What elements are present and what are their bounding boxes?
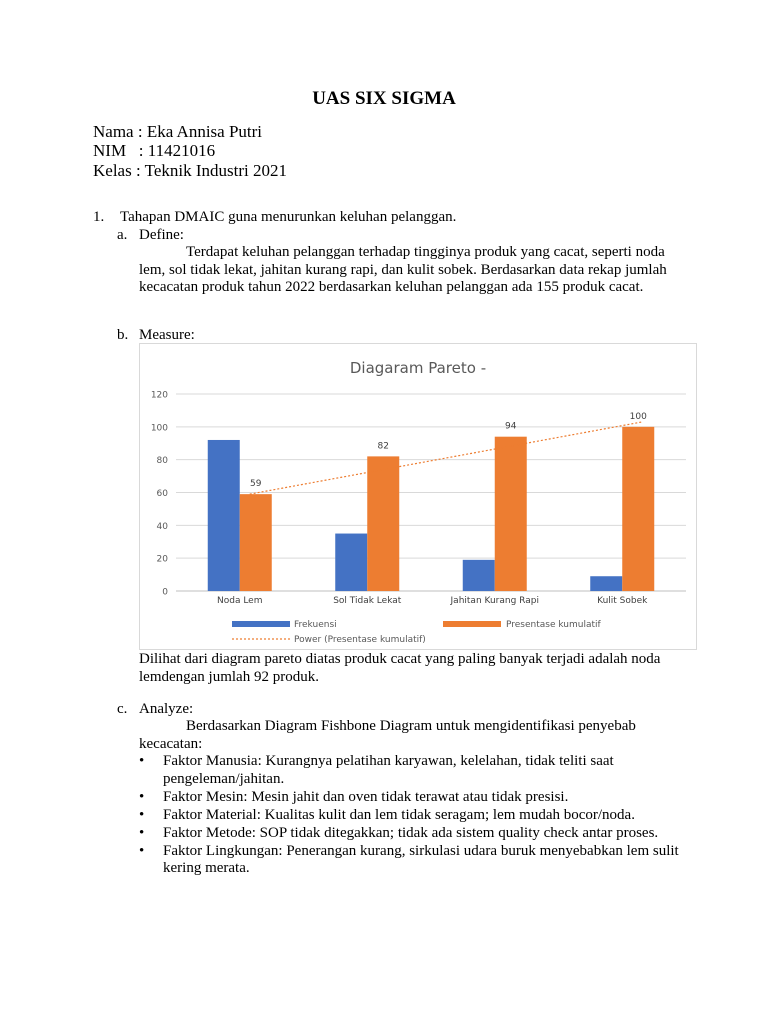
- y-tick-label: 40: [156, 521, 168, 532]
- bullet-marker: •: [139, 788, 145, 805]
- data-label: 100: [629, 411, 647, 422]
- fishbone-factor-list: [139, 753, 684, 878]
- measure-heading: Measure:: [139, 327, 195, 343]
- bar-kumulatif: [622, 427, 654, 591]
- legend-label-frekuensi: Frekuensi: [294, 620, 337, 630]
- list-item: [139, 843, 684, 878]
- data-label: 82: [377, 441, 389, 452]
- bullet-marker: •: [139, 842, 145, 859]
- y-tick-label: 60: [156, 489, 168, 499]
- student-nim: NIM : 11421016: [93, 141, 216, 160]
- bar-kumulatif: [495, 437, 527, 591]
- bullet-marker: •: [139, 753, 145, 769]
- define-heading: Define:: [139, 227, 184, 243]
- page-title: UAS SIX SIGMA: [312, 88, 456, 109]
- y-tick-label: 80: [156, 456, 168, 467]
- list-item-text: Faktor Manusia: Kurangnya pelatihan karyawan, kelelahan, tidak teliti saat pengeleman/jahitan.: [163, 753, 614, 787]
- data-label: 59: [250, 479, 262, 490]
- measure-conclusion: Dilihat dari diagram pareto diatas produk cacat yang paling banyak terjadi adalah noda lemdengan jumlah 92 produk.: [139, 651, 661, 685]
- y-tick-label: 0: [162, 587, 168, 598]
- legend-swatch-frekuensi: [232, 621, 290, 627]
- pareto-chart-svg: [140, 344, 696, 649]
- legend-label-kumulatif: Presentase kumulatif: [506, 620, 601, 630]
- analyze-label: c.: [117, 701, 128, 717]
- x-tick-label: Noda Lem: [217, 596, 263, 606]
- bullet-marker: •: [139, 824, 145, 841]
- y-tick-label: 20: [156, 554, 168, 565]
- bar-frekuensi: [463, 560, 495, 591]
- question-text: Tahapan DMAIC guna menurunkan keluhan pelanggan.: [120, 209, 457, 225]
- x-tick-label: Kulit Sobek: [597, 596, 648, 606]
- analyze-heading: Analyze:: [139, 701, 194, 717]
- chart-title: Diagaram Pareto -: [349, 359, 487, 377]
- trendline: [250, 422, 643, 494]
- list-item: [139, 789, 684, 807]
- bullet-marker: •: [139, 806, 145, 823]
- bar-frekuensi: [335, 534, 367, 591]
- legend-label-trendline: Power (Presentase kumulatif): [294, 635, 426, 645]
- list-item-text: Faktor Mesin: Mesin jahit dan oven tidak terawat atau tidak presisi.: [163, 788, 569, 805]
- bar-frekuensi: [590, 576, 622, 591]
- y-tick-label: 100: [150, 423, 168, 434]
- x-tick-label: Sol Tidak Lekat: [333, 596, 402, 606]
- list-item: [139, 825, 684, 843]
- student-name: Nama : Eka Annisa Putri: [93, 122, 263, 141]
- list-item: [139, 753, 684, 788]
- list-item-text: Faktor Lingkungan: Penerangan kurang, sirkulasi udara buruk menyebabkan lem sulit kering merata.: [163, 842, 679, 876]
- pareto-chart: [139, 343, 697, 650]
- data-label: 94: [505, 421, 517, 432]
- y-tick-label: 120: [150, 390, 168, 401]
- legend-swatch-kumulatif: [443, 621, 501, 627]
- define-paragraph: Terdapat keluhan pelanggan terhadap tingginya produk yang cacat, seperti noda lem, sol tidak lekat, jahitan kurang rapi, dan kulit sobek. Berdasarkan data rekap jumlah kecacatan produk tahun 2022 berdasarkan keluhan pelanggan ada 155 produk cacat.: [139, 244, 667, 295]
- question-number: 1.: [93, 209, 105, 225]
- bar-kumulatif: [367, 456, 399, 591]
- analyze-intro: Berdasarkan Diagram Fishbone Diagram untuk mengidentifikasi penyebab kecacatan:: [139, 718, 636, 752]
- x-tick-label: Jahitan Kurang Rapi: [450, 596, 539, 606]
- bar-kumulatif: [240, 494, 272, 591]
- student-class: Kelas : Teknik Industri 2021: [93, 161, 287, 180]
- list-item-text: Faktor Material: Kualitas kulit dan lem tidak seragam; lem mudah bocor/noda.: [163, 806, 635, 823]
- bar-frekuensi: [208, 440, 240, 591]
- define-label: a.: [117, 227, 128, 243]
- list-item-text: Faktor Metode: SOP tidak ditegakkan; tidak ada sistem quality check antar proses.: [163, 824, 659, 841]
- list-item: [139, 807, 684, 825]
- measure-label: b.: [117, 327, 129, 343]
